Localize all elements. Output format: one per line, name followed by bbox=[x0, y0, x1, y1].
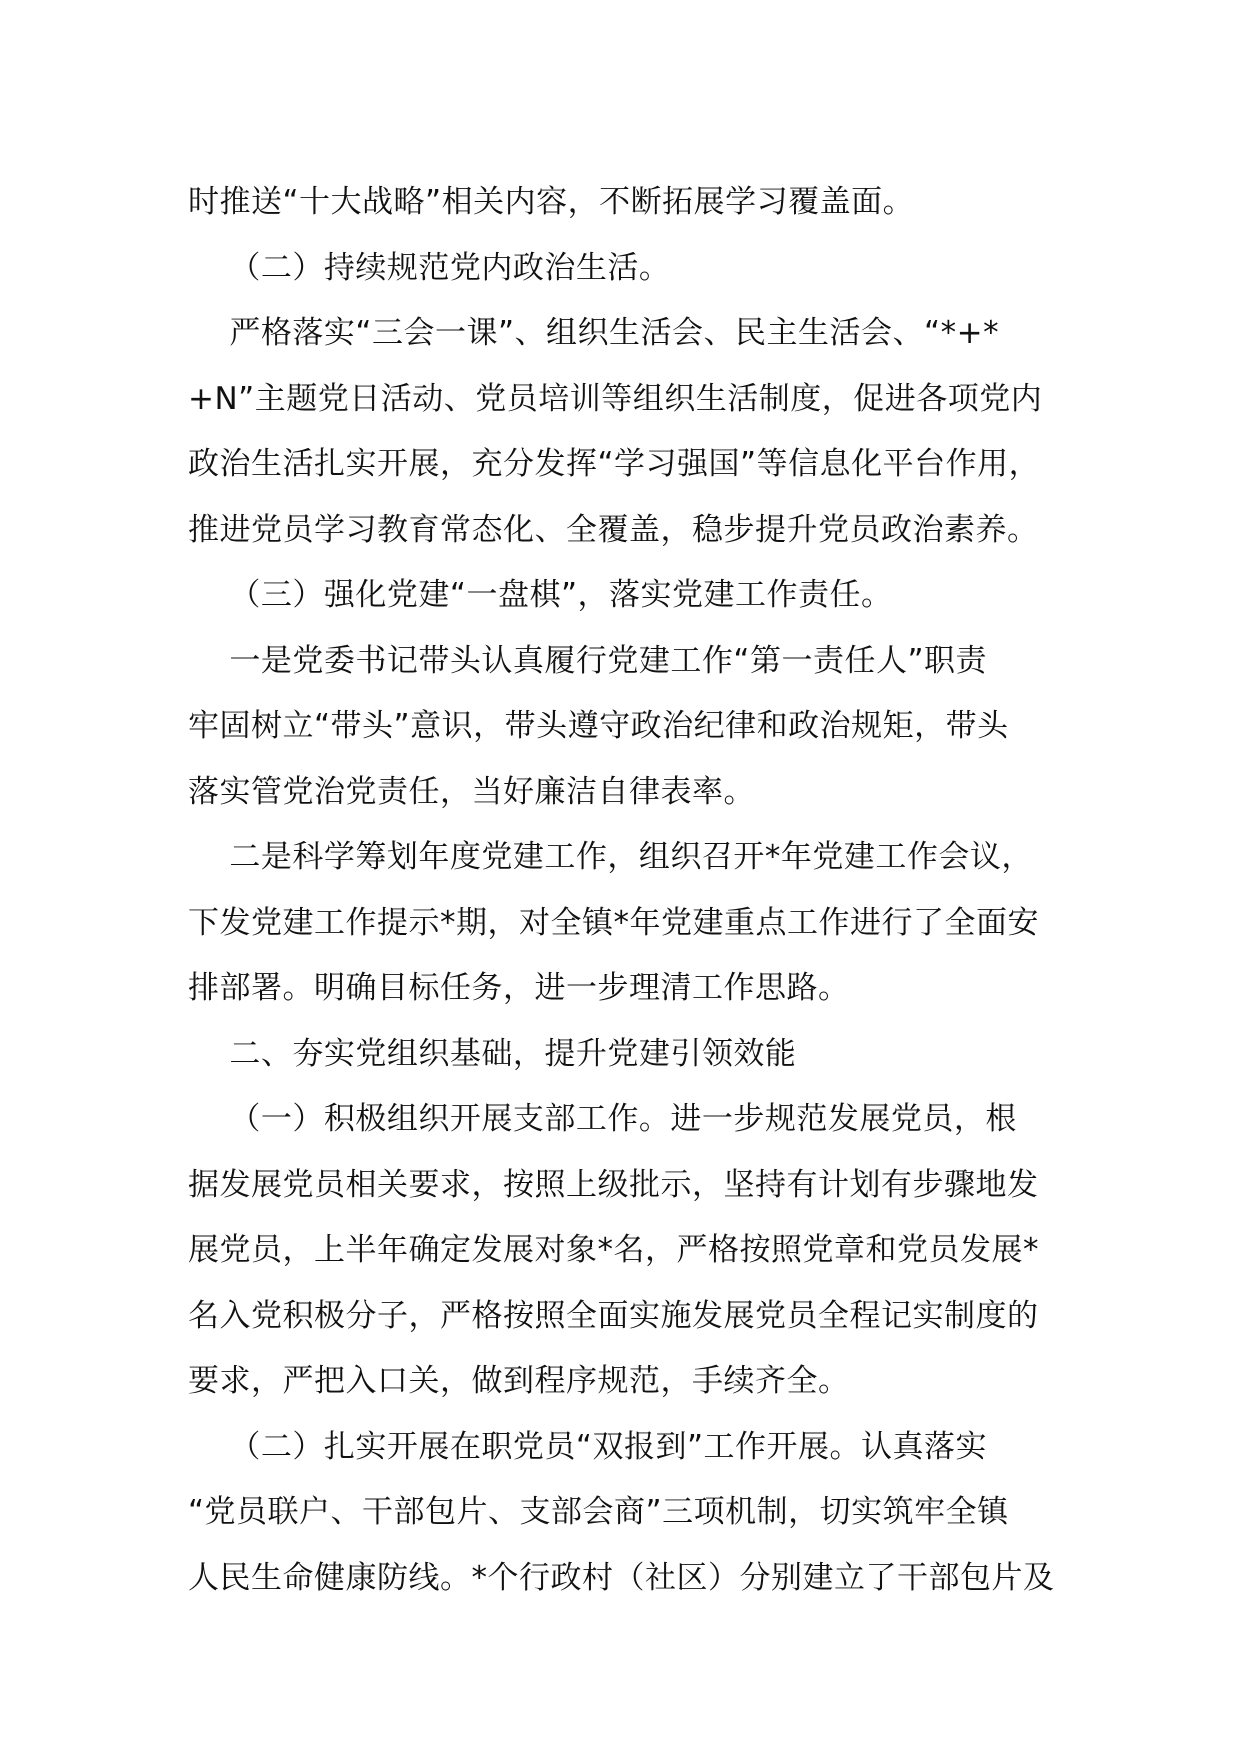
text-line: “党员联户、干部包片、支部会商”三项机制，切实筑牢全镇 bbox=[188, 1494, 1009, 1530]
text-line: 政治生活扎实开展，充分发挥“学习强国”等信息化平台作用， bbox=[188, 446, 1041, 482]
text-line: 展党员，上半年确定发展对象*名，严格按照党章和党员发展* bbox=[188, 1232, 1039, 1268]
section-heading: （三）强化党建“一盘棋”，落实党建工作责任。 bbox=[188, 577, 893, 613]
chapter-heading: 二、夯实党组织基础，提升党建引领效能 bbox=[188, 1035, 797, 1072]
text-line: 牢固树立“带头”意识，带头遵守政治纪律和政治规矩，带头 bbox=[188, 708, 1009, 744]
text-line: 严格落实“三会一课”、组织生活会、民主生活会、“*+* bbox=[188, 315, 1000, 351]
text-line: 时推送“十大战略”相关内容，不断拓展学习覆盖面。 bbox=[188, 184, 915, 220]
text-line: 推进党员学习教育常态化、全覆盖，稳步提升党员政治素养。 bbox=[188, 511, 1039, 548]
text-line: 名入党积极分子，严格按照全面实施发展党员全程记实制度的 bbox=[188, 1297, 1039, 1334]
text-line: （一）积极组织开展支部工作。进一步规范发展党员，根 bbox=[188, 1101, 1017, 1137]
text-line: （二）扎实开展在职党员“双报到”工作开展。认真落实 bbox=[188, 1428, 988, 1465]
document-body bbox=[188, 170, 1068, 1611]
text-line: 据发展党员相关要求，按照上级批示，坚持有计划有步骤地发 bbox=[188, 1166, 1039, 1203]
text-line: 落实管党治党责任，当好廉洁自律表率。 bbox=[188, 773, 755, 810]
text-line: 排部署。明确目标任务，进一步理清工作思路。 bbox=[188, 970, 850, 1006]
text-line: 二是科学筹划年度党建工作，组织召开*年党建工作会议， bbox=[188, 839, 1033, 875]
text-line: +N”主题党日活动、党员培训等组织生活制度，促进各项党内 bbox=[188, 380, 1043, 417]
text-line: 一是党委书记带头认真履行党建工作“第一责任人”职责 bbox=[188, 642, 988, 679]
section-heading: （二）持续规范党内政治生活。 bbox=[188, 249, 671, 286]
text-line: 下发党建工作提示*期，对全镇*年党建重点工作进行了全面安 bbox=[188, 904, 1039, 941]
text-line: 要求，严把入口关，做到程序规范，手续齐全。 bbox=[188, 1363, 850, 1399]
text-line: 人民生命健康防线。*个行政村（社区）分别建立了干部包片及 bbox=[188, 1559, 1055, 1596]
